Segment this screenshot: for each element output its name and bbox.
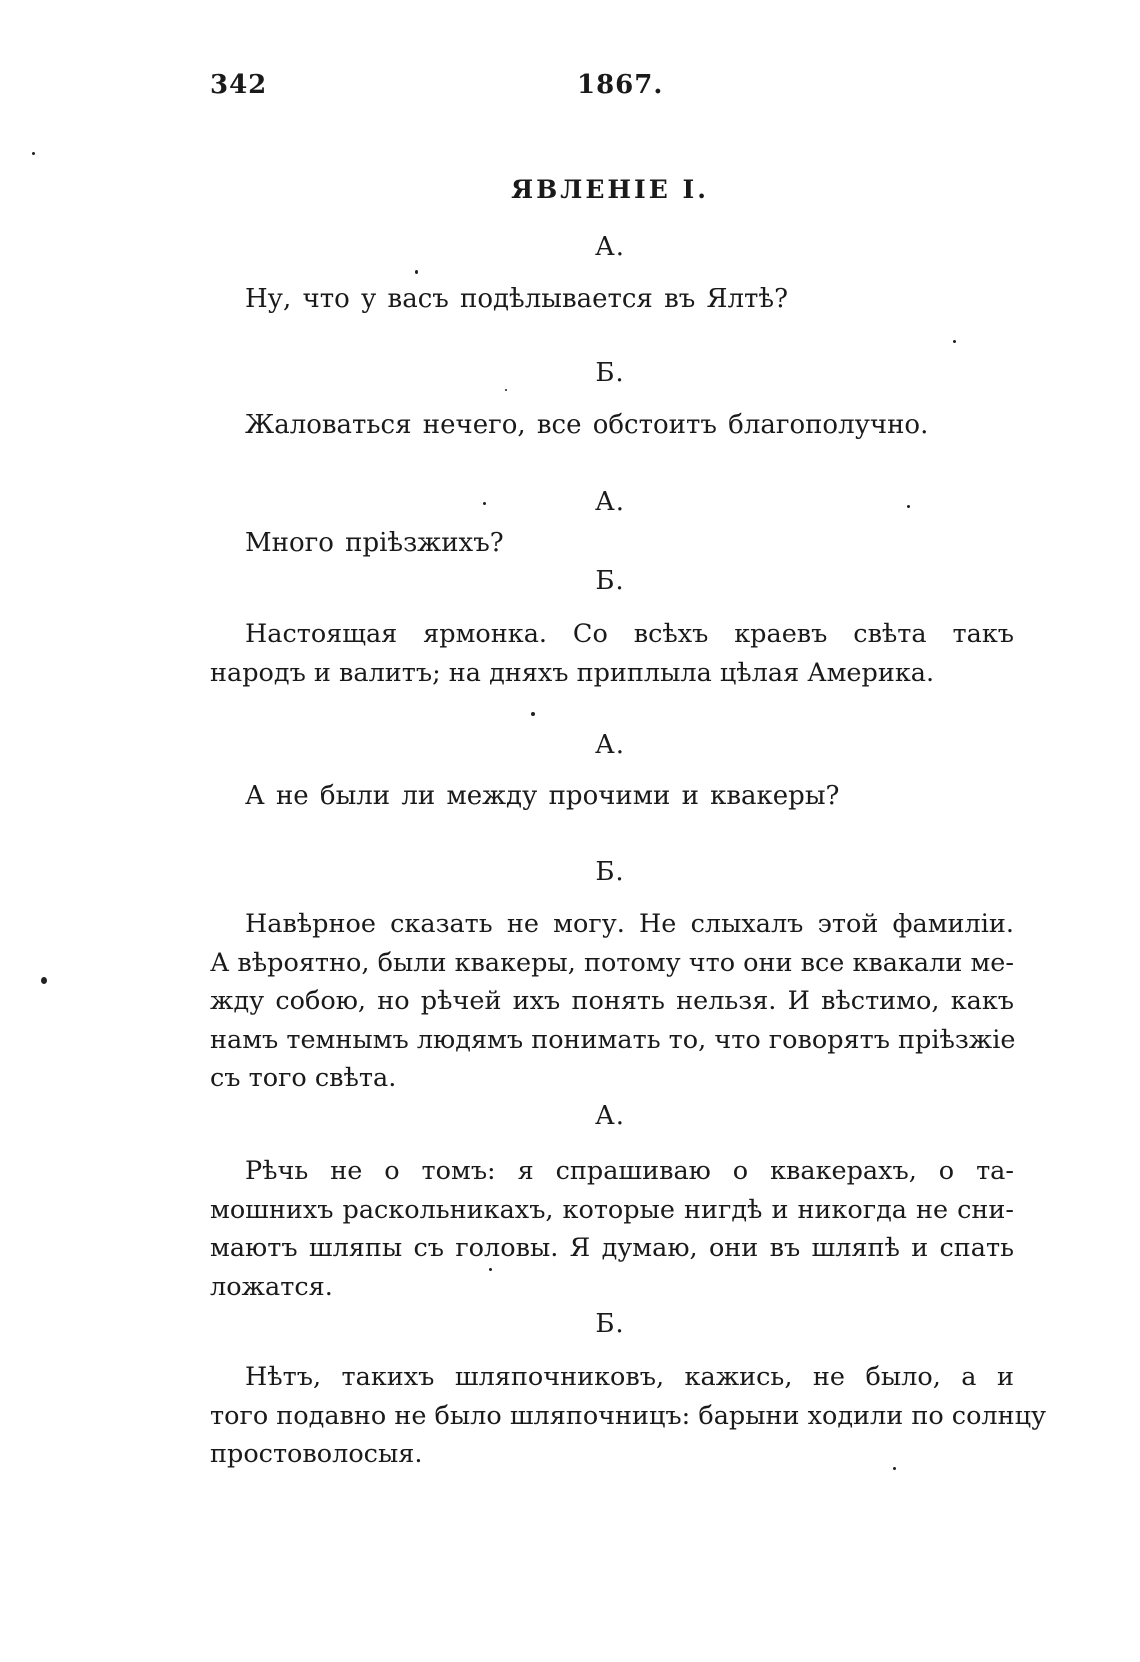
page-number: 342 [210,70,268,100]
speaker-label: Б. [595,358,625,388]
dialogue-line: А не были ли между прочими и квакеры? [245,781,840,811]
dialogue-line: того подавно не было шляпочницъ: барыни ходили по солнцу [210,1400,1047,1431]
scene-title: ЯВЛЕНІЕ І. [511,175,709,204]
dialogue-line: народъ и валитъ; на дняхъ приплыла цѣлая Америка. [210,657,935,688]
dialogue-paragraph [210,1358,1047,1474]
dialogue-line: съ того свѣта. [210,1063,397,1093]
scan-speck [505,389,507,391]
speaker-label: А. [595,730,625,760]
scan-speck [32,152,35,155]
dialogue-line: А вѣроятно, были квакеры, потому что они все квакали ме- [210,947,1014,978]
dialogue-line: жду собою, но рѣчей ихъ понять нельзя. И вѣстимо, какъ [210,986,1014,1016]
dialogue-line: маютъ шляпы съ головы. Я думаю, они въ шляпѣ и спать [210,1233,1014,1263]
scan-speck [489,1268,492,1271]
speaker-label: Б. [595,857,625,887]
running-header-year: 1867. [577,70,664,100]
dialogue-line: Навѣрное сказать не могу. Не слыхалъ этой фамиліи. [245,909,1014,939]
speaker-label: А. [595,1101,625,1131]
dialogue-paragraph [210,1152,1014,1306]
dialogue-line: Рѣчь не о томъ: я спрашиваю о квакерахъ, о та- [245,1156,1014,1186]
scan-speck [415,270,418,274]
scan-speck [531,712,535,716]
scan-speck [907,505,910,508]
dialogue-line: Жаловаться нечего, все обстоитъ благополучно. [245,410,929,440]
dialogue-line: Нѣтъ, такихъ шляпочниковъ, кажись, не было, а и [245,1362,1014,1392]
dialogue-line: Много пріѣзжихъ? [245,528,504,558]
scan-speck [483,502,486,505]
dialogue-line: Настоящая ярмонка. Со всѣхъ краевъ свѣта такъ [245,619,1014,649]
speaker-label: А. [595,232,625,262]
dialogue-line: ложатся. [210,1271,333,1302]
scan-speck [893,1467,896,1470]
dialogue-line: намъ темнымъ людямъ понимать то, что говорятъ пріѣзжіе [210,1024,1016,1055]
speaker-label: А. [595,487,625,517]
dialogue-line: Ну, что у васъ подѣлывается въ Ялтѣ? [245,284,789,314]
dialogue-paragraph [210,615,1014,692]
scan-speck [953,340,956,343]
scan-speck [41,977,47,984]
dialogue-line: мошнихъ раскольникахъ, которые нигдѣ и никогда не сни- [210,1194,1014,1225]
dialogue-line: простоволосыя. [210,1439,423,1469]
speaker-label: Б. [595,1309,625,1339]
speaker-label: Б. [595,566,625,596]
dialogue-paragraph [210,905,1014,1098]
